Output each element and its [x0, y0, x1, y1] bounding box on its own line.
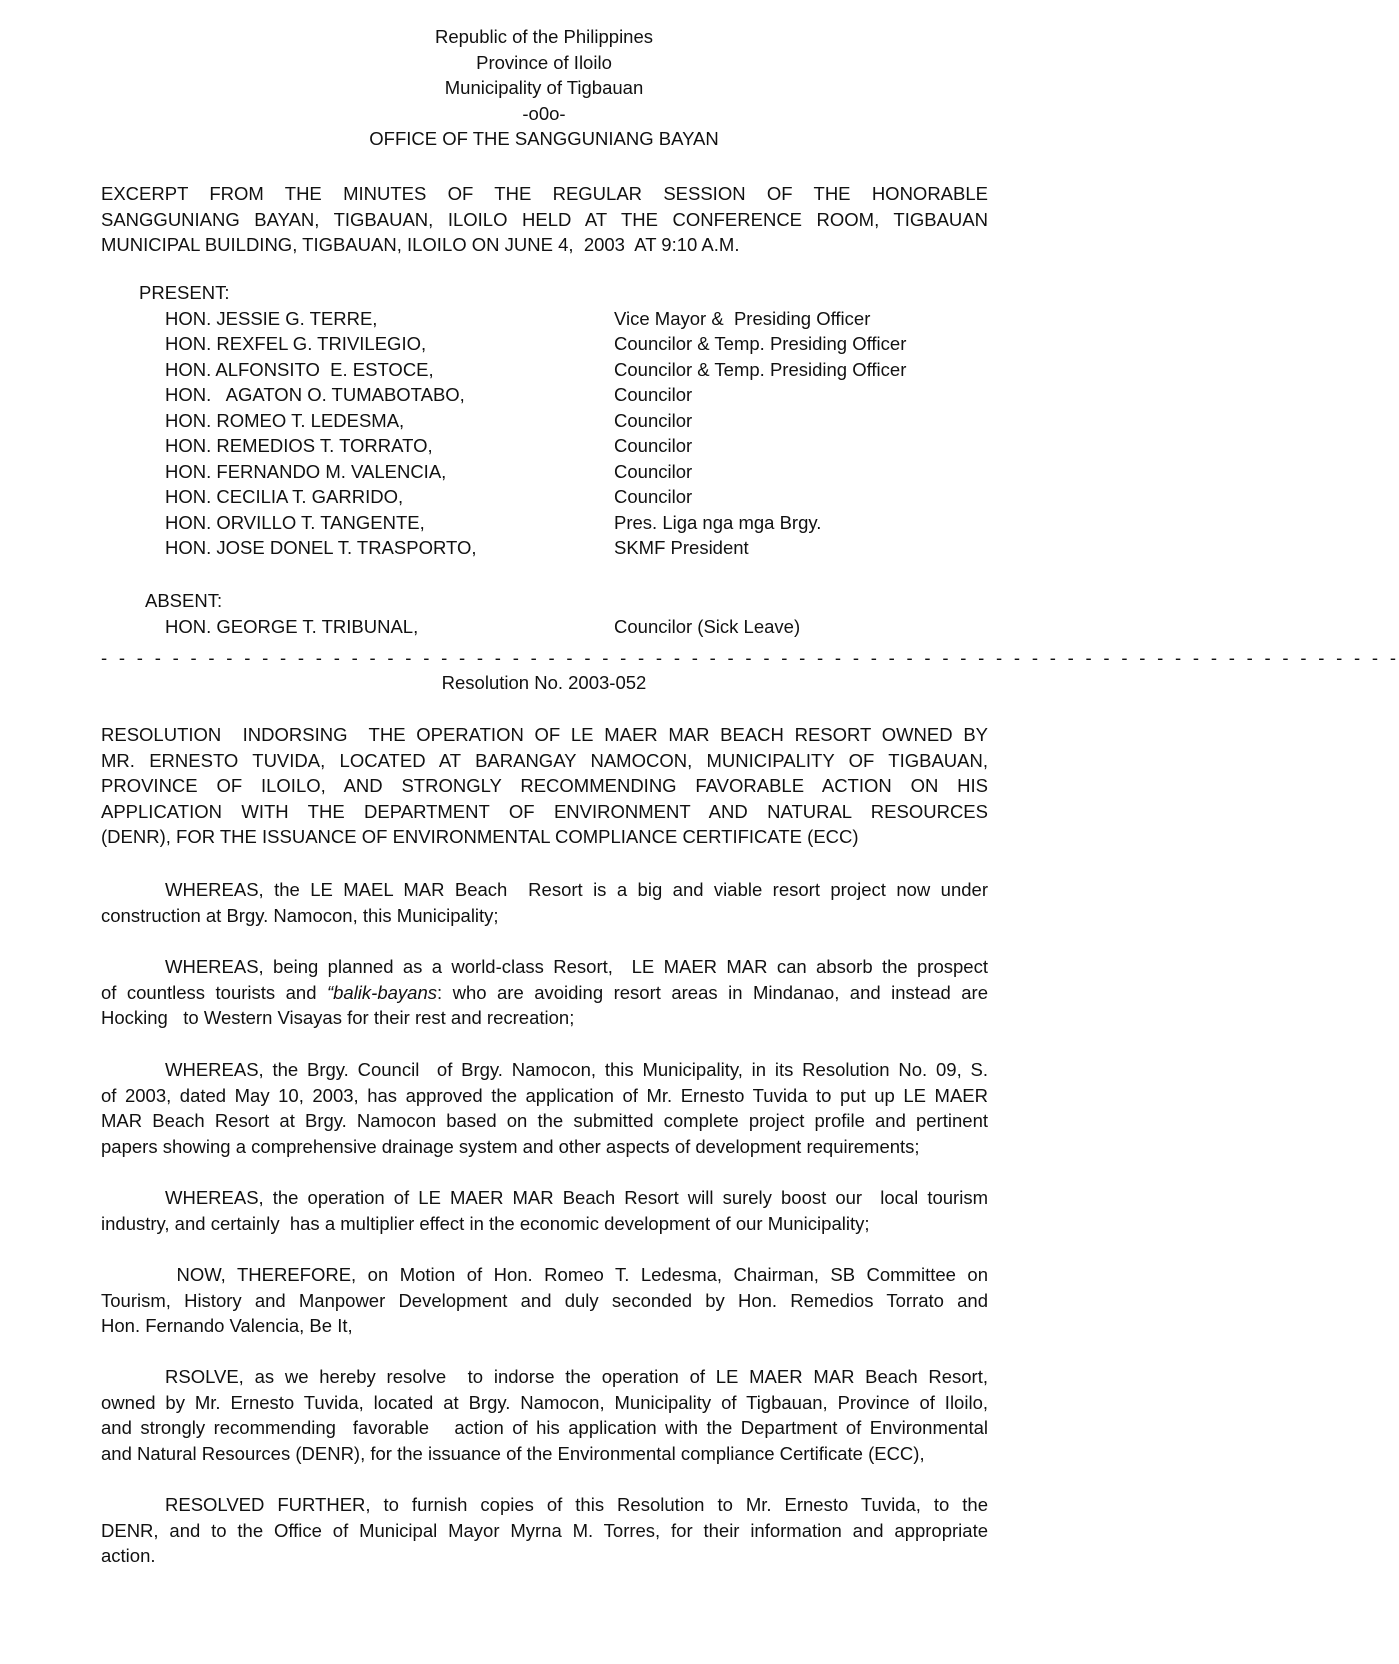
attendee-role: SKMF President [614, 537, 749, 558]
attendee-row [165, 459, 965, 485]
attendee-name: HON. CECILIA T. GARRIDO, [165, 486, 404, 507]
text-line: industry, and certainly has a multiplier effect in the economic development of our Municipality; [101, 1212, 870, 1234]
attendee-name: HON. FERNANDO M. VALENCIA, [165, 461, 447, 482]
attendee-row [165, 433, 965, 459]
text-line: action. [101, 1545, 156, 1566]
text-line: WHEREAS, being planned as a world-class Resort, LE MAER MAR can absorb the prospect [165, 956, 988, 977]
attendee-role: Councilor [614, 435, 693, 456]
attendee-name: HON. GEORGE T. TRIBUNAL, [165, 616, 419, 637]
text-line: APPLICATION WITH THE DEPARTMENT OF ENVIRONMENT AND NATURAL RESOURCES [101, 800, 988, 822]
resolve-paragraph [101, 1364, 988, 1466]
text-line: DENR, and to the Office of Municipal Mayor Myrna M. Torres, for their information and appropriate [101, 1519, 988, 1541]
attendee-row [165, 510, 965, 536]
attendee-row [165, 331, 965, 357]
text-line: MAR Beach Resort at Brgy. Namocon based on the submitted complete project profile and pertinent [101, 1110, 988, 1131]
present-label: PRESENT: [139, 282, 230, 303]
attendee-row [165, 408, 965, 434]
text-line: and strongly recommending favorable action of his application with the Department of Environmental [101, 1417, 988, 1438]
separator-line: - - - - - - - - - - - - - - - - - - - - - - - - - - - - - - - - - - - - - - - - - - - - - - - - - - - - - - - - - - - - - - - - - - - - - - - - - [101, 647, 1399, 668]
attendee-row [165, 535, 965, 561]
letterhead-ornament: -o0o- [522, 102, 566, 124]
letterhead-office: OFFICE OF THE SANGGUNIANG BAYAN [369, 128, 719, 149]
attendee-role: Councilor [614, 384, 693, 405]
attendee-role: Councilor [614, 410, 693, 431]
text-line: (DENR), FOR THE ISSUANCE OF ENVIRONMENTAL COMPLIANCE CERTIFICATE (ECC) [101, 826, 859, 847]
text-line: RESOLUTION INDORSING THE OPERATION OF LE MAER MAR BEACH RESORT OWNED BY [101, 724, 988, 745]
attendee-role: Vice Mayor & Presiding Officer [614, 308, 871, 329]
attendee-role: Councilor [614, 486, 693, 507]
text-line: WHEREAS, the Brgy. Council of Brgy. Namocon, this Municipality, in its Resolution No. 09, S. [165, 1059, 988, 1080]
resolution-number: Resolution No. 2003-052 [441, 672, 647, 693]
letterhead-municipality: Municipality of Tigbauan [444, 77, 644, 98]
whereas-paragraph-4 [101, 1185, 988, 1236]
attendee-name: HON. REXFEL G. TRIVILEGIO, [165, 333, 427, 354]
text-line: WHEREAS, the LE MAEL MAR Beach Resort is a big and viable resort project now under [165, 879, 988, 900]
attendee-role: Councilor [614, 461, 693, 482]
absent-label: ABSENT: [145, 590, 223, 611]
text-line: Tourism, History and Manpower Development and duly seconded by Hon. Remedios Torrato and [101, 1289, 988, 1311]
text-line: EXCERPT FROM THE MINUTES OF THE REGULAR SESSION OF THE HONORABLE [101, 183, 988, 204]
attendee-name: HON. ROMEO T. LEDESMA, [165, 410, 405, 431]
attendee-name: HON. ORVILLO T. TANGENTE, [165, 512, 425, 533]
attendee-row [165, 382, 965, 408]
letterhead [0, 24, 1088, 152]
attendee-name: HON. JESSIE G. TERRE, [165, 308, 378, 329]
attendee-role: Councilor & Temp. Presiding Officer [614, 359, 907, 380]
text-line: MUNICIPAL BUILDING, TIGBAUAN, ILOILO ON JUNE 4, 2003 AT 9:10 A.M. [101, 234, 740, 255]
text-line: PROVINCE OF ILOILO, AND STRONGLY RECOMMENDING FAVORABLE ACTION ON HIS [101, 775, 988, 796]
text-line: owned by Mr. Ernesto Tuvida, located at Brgy. Namocon, Municipality of Tigbauan, Province of Iloilo, [101, 1391, 988, 1413]
attendee-row [165, 484, 965, 510]
text-line: RESOLVED FURTHER, to furnish copies of this Resolution to Mr. Ernesto Tuvida, to the [165, 1494, 988, 1515]
text-span: of countless tourists and [101, 981, 327, 1003]
text-line: MR. ERNESTO TUVIDA, LOCATED AT BARANGAY NAMOCON, MUNICIPALITY OF TIGBAUAN, [101, 749, 988, 771]
italic-term: “balik-bayans [326, 981, 437, 1003]
attendee-name: HON. JOSE DONEL T. TRASPORTO, [165, 537, 477, 558]
text-line: and Natural Resources (DENR), for the issuance of the Environmental compliance Certificate (ECC), [101, 1442, 925, 1464]
text-line: WHEREAS, the operation of LE MAER MAR Beach Resort will surely boost our local tourism [165, 1187, 988, 1208]
text-line: RSOLVE, as we hereby resolve to indorse the operation of LE MAER MAR Beach Resort, [165, 1366, 988, 1387]
whereas-paragraph-1 [101, 877, 988, 928]
resolved-further-paragraph [101, 1492, 988, 1569]
attendee-row [165, 614, 965, 640]
minutes-excerpt-heading [101, 181, 988, 258]
text-line: NOW, THEREFORE, on Motion of Hon. Romeo T. Ledesma, Chairman, SB Committee on [165, 1264, 988, 1285]
resolution-title [101, 722, 988, 850]
attendee-role: Councilor & Temp. Presiding Officer [614, 333, 907, 354]
text-line: construction at Brgy. Namocon, this Municipality; [101, 904, 499, 926]
whereas-paragraph-3 [101, 1057, 988, 1159]
text-line: Hon. Fernando Valencia, Be It, [101, 1315, 353, 1336]
attendee-name: HON. AGATON O. TUMABOTABO, [165, 384, 465, 405]
letterhead-country: Republic of the Philippines [434, 26, 654, 47]
now-therefore-paragraph [101, 1262, 988, 1339]
attendee-role: Pres. Liga nga mga Brgy. [614, 512, 822, 533]
letterhead-province: Province of Iloilo [476, 51, 612, 73]
attendee-row [165, 306, 965, 332]
text-line: of 2003, dated May 10, 2003, has approved the application of Mr. Ernesto Tuvida to put up LE MAER [101, 1084, 988, 1106]
attendee-role: Councilor (Sick Leave) [614, 616, 801, 637]
text-span: : who are avoiding resort areas in Mindanao, and instead are [436, 981, 989, 1003]
attendee-row [165, 357, 965, 383]
text-line: Hocking to Western Visayas for their rest and recreation; [101, 1007, 575, 1028]
attendee-name: HON. REMEDIOS T. TORRATO, [165, 435, 433, 456]
text-line [101, 980, 988, 1006]
whereas-paragraph-2 [101, 954, 988, 1031]
attendee-name: HON. ALFONSITO E. ESTOCE, [165, 359, 434, 380]
text-line: SANGGUNIANG BAYAN, TIGBAUAN, ILOILO HELD AT THE CONFERENCE ROOM, TIGBAUAN [101, 208, 988, 230]
text-line: papers showing a comprehensive drainage system and other aspects of development requirements; [101, 1135, 920, 1157]
